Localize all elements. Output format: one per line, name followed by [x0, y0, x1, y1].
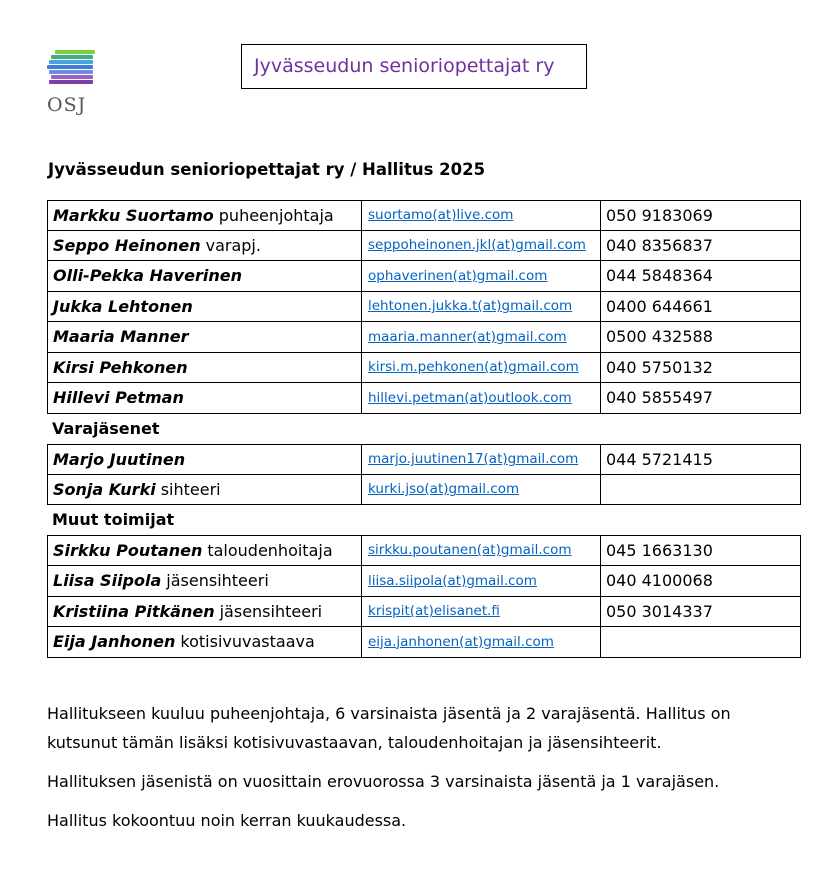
email-link[interactable]: kurki.jso(at)gmail.com — [368, 481, 520, 498]
logo-stripe — [49, 60, 93, 64]
email-cell — [361, 231, 600, 261]
person-name: Olli-Pekka Haverinen — [53, 266, 242, 286]
phone-number: 050 3014337 — [606, 601, 713, 621]
email-cell — [361, 261, 600, 291]
email-link[interactable]: maaria.manner(at)gmail.com — [368, 328, 567, 345]
person-role: varapj. — [205, 235, 261, 255]
phone-cell — [600, 627, 801, 657]
phone-cell — [600, 261, 801, 291]
table-row — [47, 353, 801, 384]
logo-stripe — [51, 55, 93, 59]
name-cell — [48, 627, 361, 657]
table-row — [47, 536, 801, 567]
table-row — [47, 261, 801, 292]
info-paragraph: Hallitus kokoontuu noin kerran kuukaudessa. — [47, 811, 407, 830]
logo-stripe — [49, 80, 93, 84]
phone-number: 040 5750132 — [606, 357, 713, 377]
person-name: Markku Suortamo — [53, 205, 214, 225]
table-row — [47, 597, 801, 628]
person-role: puheenjohtaja — [218, 205, 334, 225]
info-paragraph: Hallituksen jäsenistä on vuosittain erovuorossa 3 varsinaista jäsentä ja 1 varajäsen. — [47, 772, 720, 791]
email-cell — [361, 627, 600, 657]
table-row — [47, 200, 801, 231]
email-link[interactable]: lehtonen.jukka.t(at)gmail.com — [368, 298, 573, 315]
person-name: Kirsi Pehkonen — [53, 357, 188, 377]
email-cell — [361, 353, 600, 383]
phone-cell — [600, 201, 801, 230]
person-name: Marjo Juutinen — [53, 449, 186, 469]
person-name: Sirkku Poutanen — [53, 540, 203, 560]
table-row — [47, 627, 801, 658]
table-row — [47, 444, 801, 475]
email-link[interactable]: eija.janhonen(at)gmail.com — [368, 633, 554, 650]
osj-logo — [47, 47, 97, 119]
title-box: Jyvässeudun senioriopettajat ry — [241, 44, 587, 89]
person-role: sihteeri — [160, 479, 221, 499]
phone-cell — [600, 566, 801, 596]
email-link[interactable]: sirkku.poutanen(at)gmail.com — [368, 542, 572, 559]
person-name: Kristiina Pitkänen — [53, 601, 215, 621]
name-cell — [48, 231, 361, 261]
phone-number: 045 1663130 — [606, 540, 713, 560]
table-row — [47, 566, 801, 597]
email-cell — [361, 322, 600, 352]
name-cell — [48, 536, 361, 566]
person-name: Hillevi Petman — [53, 388, 184, 408]
email-cell — [361, 383, 600, 413]
officers-heading: Muut toimijat — [47, 505, 801, 536]
phone-number: 044 5848364 — [606, 266, 713, 286]
phone-cell — [600, 353, 801, 383]
person-name: Seppo Heinonen — [53, 235, 201, 255]
name-cell — [48, 597, 361, 627]
email-cell — [361, 445, 600, 474]
name-cell — [48, 475, 361, 505]
logo-stripe — [55, 50, 95, 54]
email-link[interactable]: marjo.juutinen17(at)gmail.com — [368, 451, 579, 468]
table-row — [47, 231, 801, 262]
name-cell — [48, 383, 361, 413]
person-name: Liisa Siipola — [53, 571, 162, 591]
phone-number: 0400 644661 — [606, 296, 713, 316]
person-role: jäsensihteeri — [166, 571, 269, 591]
name-cell — [48, 353, 361, 383]
info-paragraph: Hallitukseen kuuluu puheenjohtaja, 6 varsinaista jäsentä ja 2 varajäsentä. Hallitus on kutsunut tämän lisäksi kotisivuvastaavan, taloudenhoitajan ja jäsensihteerit. — [47, 704, 731, 752]
email-link[interactable]: suortamo(at)live.com — [368, 207, 514, 224]
table-row — [47, 292, 801, 323]
email-link[interactable]: seppoheinonen.jkl(at)gmail.com — [368, 237, 586, 254]
person-name: Jukka Lehtonen — [53, 296, 193, 316]
phone-number: 040 5855497 — [606, 388, 713, 408]
email-link[interactable]: krispit(at)elisanet.fi — [368, 603, 500, 620]
deputies-group — [47, 444, 801, 505]
email-cell — [361, 536, 600, 566]
board-table — [47, 200, 801, 658]
info-text — [47, 699, 792, 845]
person-name: Sonja Kurki — [53, 479, 156, 499]
phone-cell — [600, 231, 801, 261]
person-role: kotisivuvastaava — [180, 632, 315, 652]
phone-cell — [600, 475, 801, 505]
person-name: Eija Janhonen — [53, 632, 176, 652]
name-cell — [48, 292, 361, 322]
name-cell — [48, 261, 361, 291]
email-cell — [361, 566, 600, 596]
email-cell — [361, 292, 600, 322]
name-cell — [48, 322, 361, 352]
name-cell — [48, 201, 361, 230]
email-link[interactable]: liisa.siipola(at)gmail.com — [368, 572, 537, 589]
email-link[interactable]: kirsi.m.pehkonen(at)gmail.com — [368, 359, 579, 376]
board-members-group — [47, 200, 801, 414]
phone-number: 050 9183069 — [606, 205, 713, 225]
table-row — [47, 322, 801, 353]
table-row — [47, 383, 801, 414]
phone-number: 044 5721415 — [606, 449, 713, 469]
logo-stripe — [49, 70, 93, 74]
phone-number: 040 4100068 — [606, 571, 713, 591]
name-cell — [48, 445, 361, 474]
person-role: taloudenhoitaja — [207, 540, 333, 560]
email-link[interactable]: hillevi.petman(at)outlook.com — [368, 389, 572, 406]
page-heading: Jyvässeudun senioriopettajat ry / Hallitus 2025 — [48, 160, 486, 179]
phone-cell — [600, 322, 801, 352]
email-cell — [361, 201, 600, 230]
logo-stripe — [47, 65, 93, 69]
table-row — [47, 475, 801, 506]
person-name: Maaria Manner — [53, 327, 189, 347]
officers-group — [47, 536, 801, 658]
phone-cell — [600, 597, 801, 627]
email-cell — [361, 597, 600, 627]
phone-cell — [600, 536, 801, 566]
phone-cell — [600, 292, 801, 322]
email-link[interactable]: ophaverinen(at)gmail.com — [368, 267, 548, 284]
logo-stripe — [51, 75, 93, 79]
phone-number: 040 8356837 — [606, 235, 713, 255]
person-role: jäsensihteeri — [219, 601, 323, 621]
email-cell — [361, 475, 600, 505]
phone-cell — [600, 445, 801, 474]
phone-number: 0500 432588 — [606, 327, 713, 347]
deputies-heading: Varajäsenet — [52, 419, 160, 439]
phone-cell — [600, 383, 801, 413]
name-cell — [48, 566, 361, 596]
logo-text: OSJ — [47, 94, 87, 116]
